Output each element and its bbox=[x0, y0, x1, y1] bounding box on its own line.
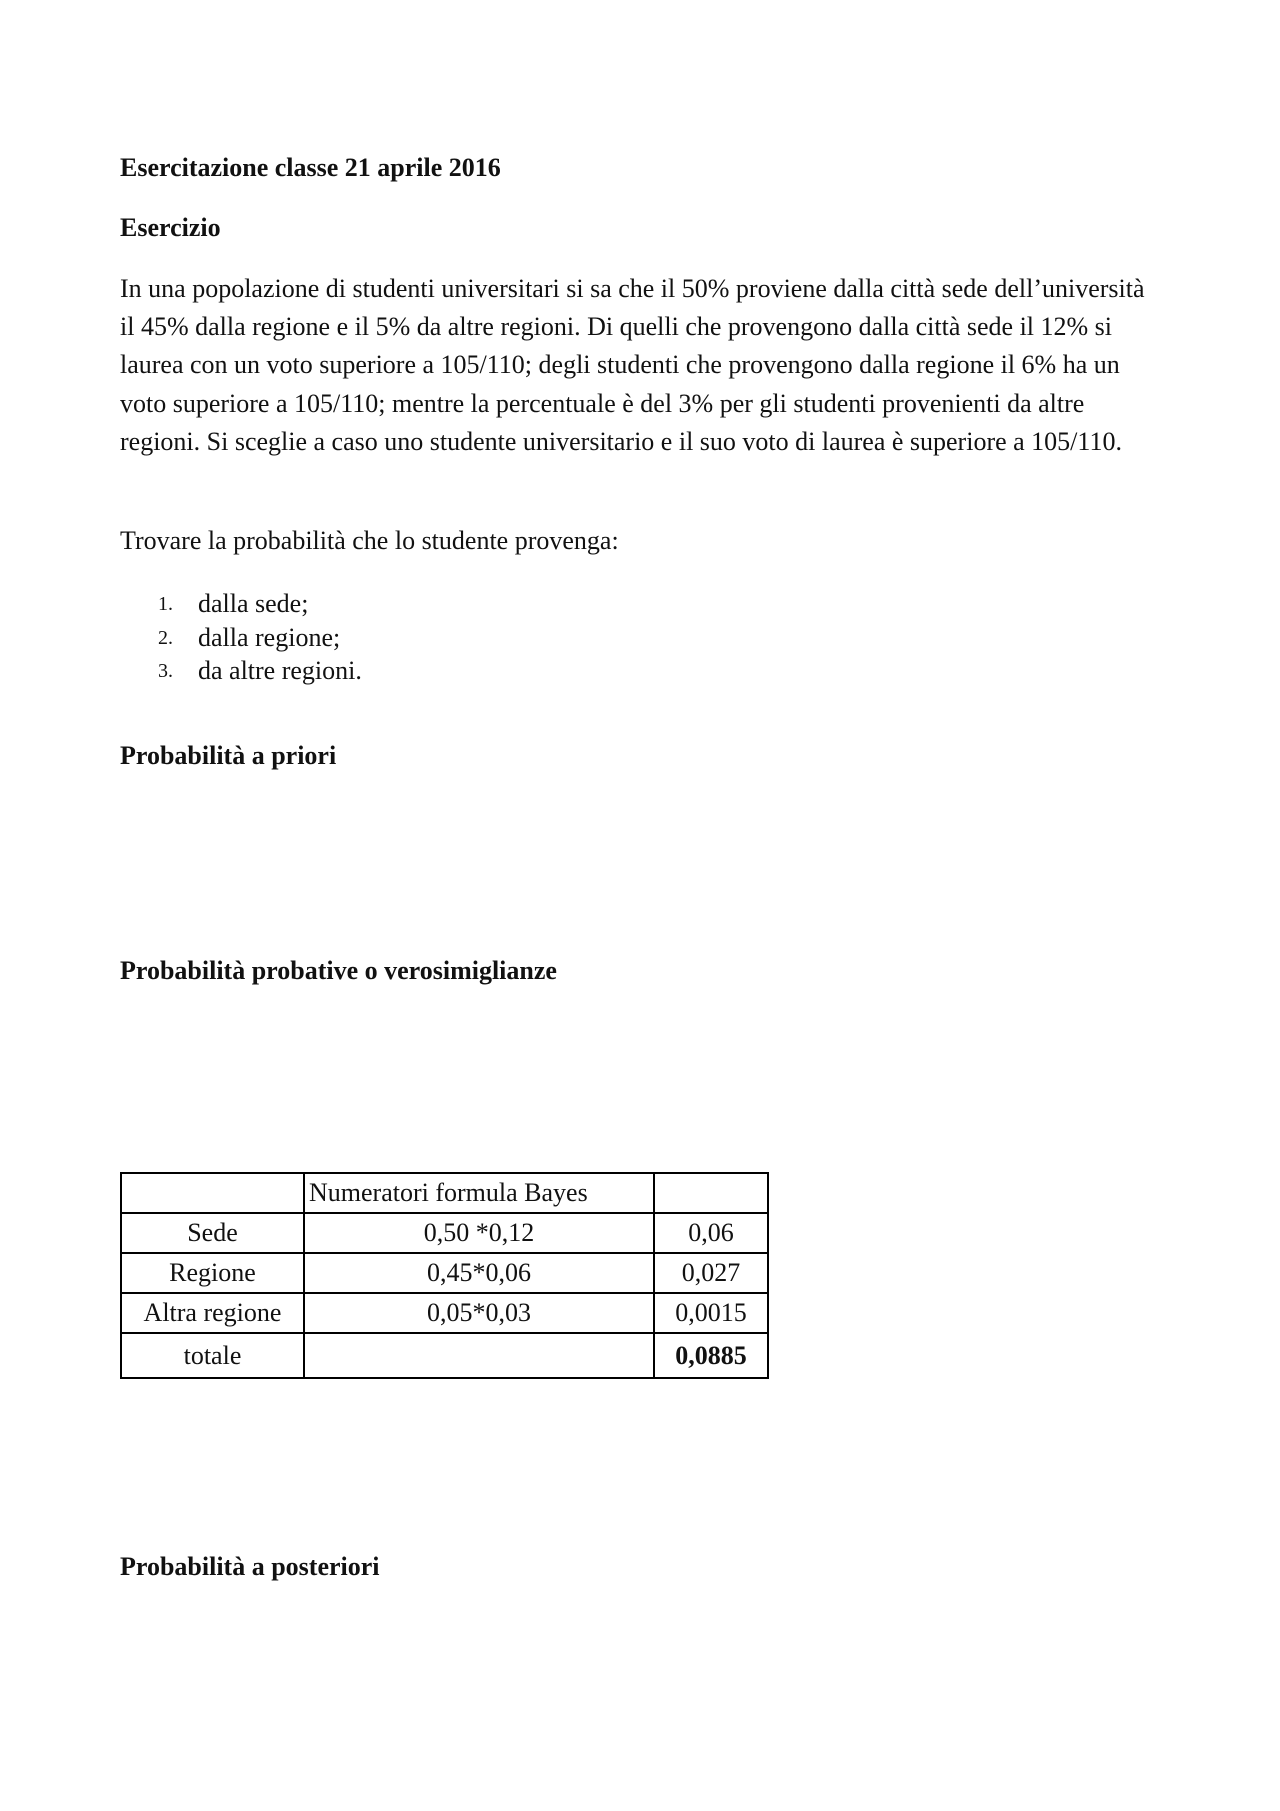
table-header-row bbox=[121, 1173, 768, 1213]
problem-text bbox=[120, 270, 1160, 461]
table-cell-value: 0,027 bbox=[654, 1253, 768, 1293]
table-header-cell bbox=[654, 1173, 768, 1213]
table-row bbox=[121, 1213, 768, 1253]
table-cell-label: Regione bbox=[121, 1253, 304, 1293]
exercise-heading: Esercizio bbox=[120, 213, 221, 242]
list-item-number: 2. bbox=[158, 626, 173, 649]
prior-heading: Probabilità a priori bbox=[120, 741, 337, 770]
table-total-formula bbox=[304, 1333, 654, 1378]
table-header-cell: Numeratori formula Bayes bbox=[304, 1173, 654, 1213]
table-cell-formula: 0,45*0,06 bbox=[304, 1253, 654, 1293]
table-total-row bbox=[121, 1333, 768, 1378]
list-item-text: da altre regioni. bbox=[198, 656, 362, 685]
table-row bbox=[121, 1253, 768, 1293]
table-cell-formula: 0,50 *0,12 bbox=[304, 1213, 654, 1253]
document-title: Esercitazione classe 21 aprile 2016 bbox=[120, 153, 501, 182]
list-item bbox=[120, 587, 720, 621]
list-item-number: 3. bbox=[158, 660, 173, 682]
list-item bbox=[120, 621, 720, 655]
list-item-text: dalla sede; bbox=[198, 589, 309, 618]
table-row bbox=[121, 1293, 768, 1333]
likelihood-heading: Probabilità probative o verosimiglianze bbox=[120, 956, 557, 985]
table-cell-formula: 0,05*0,03 bbox=[304, 1293, 654, 1333]
table-cell-label: Sede bbox=[121, 1213, 304, 1253]
list-item-text: dalla regione; bbox=[198, 622, 341, 652]
posterior-heading: Probabilità a posteriori bbox=[120, 1552, 380, 1581]
table-cell-value: 0,06 bbox=[654, 1213, 768, 1253]
options-list bbox=[120, 587, 720, 688]
list-item-number: 1. bbox=[158, 593, 173, 615]
table-header-cell bbox=[121, 1173, 304, 1213]
bayes-table bbox=[120, 1172, 769, 1379]
list-item bbox=[120, 654, 720, 688]
table-total-value: 0,0885 bbox=[654, 1333, 768, 1378]
table-cell-value: 0,0015 bbox=[654, 1293, 768, 1333]
table-total-label: totale bbox=[121, 1333, 304, 1378]
table-cell-label: Altra regione bbox=[121, 1293, 304, 1333]
question-paragraph: Trovare la probabilità che lo studente provenga: bbox=[120, 526, 619, 555]
problem-paragraph: In una popolazione di studenti universitari si sa che il 50% proviene dalla città sede dell’università il 45% dalla regione e il 5% da altre regioni. Di quelli che provengono dalla città sede il 12% si laurea con un voto superiore a 105/110; degli studenti che provengono dalla regione il 6% ha un voto superiore a 105/110; mentre la percentuale è del 3% per gli studenti provenienti da altre regioni. Si sceglie a caso uno studente universitario e il suo voto di laurea è superiore a 105/110. bbox=[120, 274, 1145, 456]
question-text bbox=[120, 522, 1160, 560]
